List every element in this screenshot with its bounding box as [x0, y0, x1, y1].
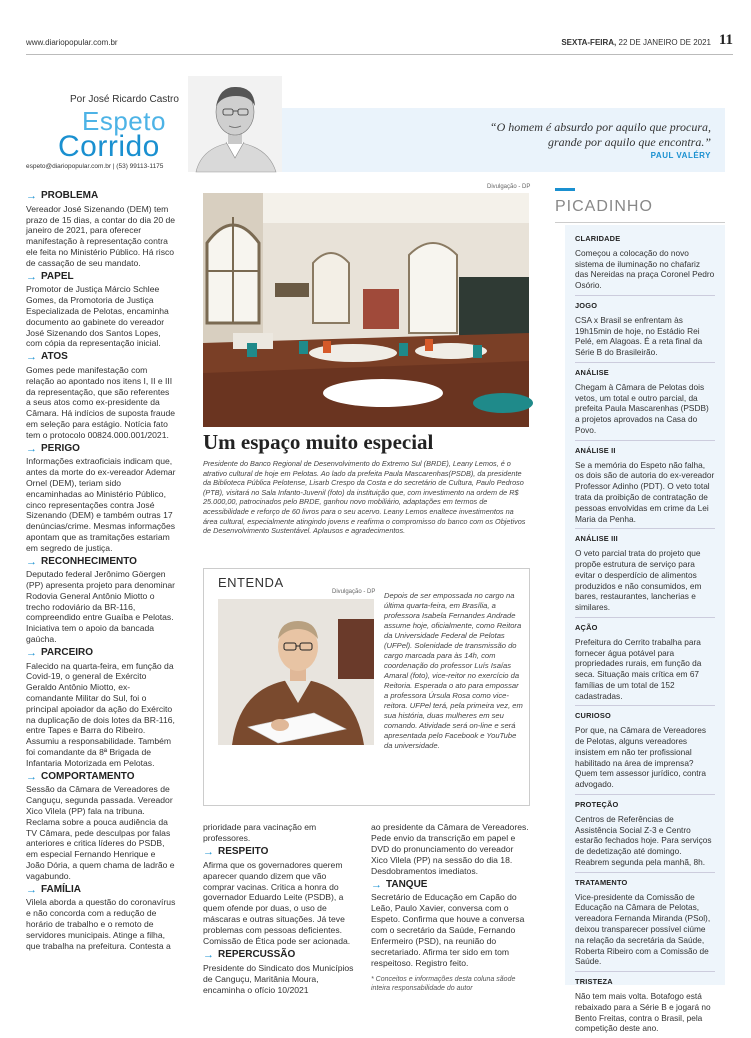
section-text: Vilela aborda a questão do coronavírus e não concorda com a redução de horário de trabalho e o remoto de servidores municipais. Atinge a filha, que trabalha na prefeitura. Contesta a [26, 897, 176, 951]
feature-lede: Presidente do Banco Regional de Desenvolvimento do Extremo Sul (BRDE), Leany Lemos, é o atrativo cultural de hoje em Pelotas. Ao lado da prefeita Paula Mascarenhas(PSDB), da presidente da Biblioteca Pública Pelotense, Lisarb Crespo da Costa e do secretário de Cultura, Paulo Pedroso (PTB), visitará no Sala Infanto-Juvenil (foto) da instituição que, com investimento na ordem de R$ 25.000,00, patrocinados pelo BRDE, ganhou novo mobiliário, adaptações em termos de acessibilidade e reforço de 60 livros para o seu acervo. Leany Lemos enaltece investimentos na área cultural, especialmente atingindo jovens e reafirma o compromisso do banco com os Objetivos de Desenvolvimento Sustentável. Aplausos e agradecimentos. [203, 459, 526, 536]
arrow-right-icon: → [26, 190, 37, 202]
picadinho-accent-bar [555, 188, 575, 191]
section-heading: → COMPORTAMENTO [26, 770, 135, 783]
section-text: Presidente do Sindicato dos Municípios de Canguçu, Maritânia Moura, encaminha o ofício 10/2021 [203, 962, 354, 995]
arrow-right-icon: → [26, 883, 37, 896]
photo-credit: Divulgação - DP [332, 589, 376, 595]
arrow-right-icon: → [203, 948, 214, 961]
section-heading: → PARCEIRO [26, 646, 94, 659]
item-text: CSA x Brasil se enfrentam às 19h15min de hoje, no Estádio Rei Pelé, em Alagoas. É a reta final da Série B do Brasileirão. [575, 314, 703, 358]
list-item [575, 362, 715, 436]
date: 22 DE JANEIRO DE 2021 [618, 38, 711, 47]
item-title: JOGO [575, 300, 598, 310]
column-name-top: Espeto [82, 106, 166, 136]
section-text: Promotor de Justiça Márcio Schlee Gomes, da Promotoria de Justiça Especializada de Pelotas, encaminha documento ao gabinete do vereador José Sizenando dos Santos Lopes, com cópia da representação inicial. [26, 284, 169, 349]
list-item [575, 872, 715, 967]
entenda-text: Depois de ser empossada no cargo na última quarta-feira, em Brasília, a professora Isabela Fernandes Andrade assume hoje, oficialmente, como Reitora da Universidade Federal de Pelotas (UFPel). Solenidade de transmissão do cargo marcada para às 14h, com coordenação do professor Luís Isaías Amaral (foto), vice-reitor no exercício da Reitoria. Esperada o ato para empossar a professora Úrsula Rosa como vice-reitora. UFPel terá, pela primeira vez, em sua história, duas mulheres em seu comando. Atividade será on-line e será apresentada pelo Facebook e YouTube da universidade. [384, 591, 523, 750]
section-heading: → TANQUE [371, 878, 428, 891]
quote-author: PAUL VALÉRY [650, 151, 711, 160]
item-text: Prefeitura do Cerrito trabalha para fornecer água potável para propriedades rurais, em função da seca. Situação mais crítica em 67 famílias de um total de 152 cadastradas. [575, 636, 702, 701]
arrow-right-icon: → [26, 270, 37, 283]
list-item [575, 971, 715, 1034]
section-heading: → FAMÍLIA [26, 883, 81, 896]
weekday: SEXTA-FEIRA, [561, 38, 617, 47]
section-text: Gomes pede manifestação com relação ao apontado nos itens I, II e III da representação, que são referentes a seus atos como ex-presidente da Câmara. Há indícios de suposta fraude em seleção para estágio. Notícia fato tem o protocolo 00824.000.001/2021. [26, 364, 176, 440]
item-text: Começou a colocação do novo sistema de iluminação no chafariz das Nereidas na praça Coronel Pedro Osório. [575, 247, 715, 291]
list-item [575, 440, 715, 525]
section-heading: → PROBLEMA [26, 190, 99, 202]
section-text: Deputado federal Jerônimo Göergen (PP) apresenta projeto para denominar Rodovia General Antônio Miotto o trecho rodoviário da BR-116, compreendido entre Guaíba e Pelotas. Iniciativa tem o apoio da bancada gaúcha. [26, 569, 176, 645]
footnote: * Conceitos e informações desta coluna sãode inteira responsabilidade do autor [371, 975, 516, 992]
header-rule [26, 54, 733, 55]
section-heading: → RECONHECIMENTO [26, 555, 137, 568]
item-text: Vice-presidente da Comissão de Educação na Câmara de Pelotas, vereadora Fernanda Miranda (PSol), deixou transparecer possível ciúme na relação da secretária da Saúde, Roberta Ribeiro com a Comissão de Saúde. [575, 891, 711, 967]
item-text: Centros de Referências de Assistência Social Z-3 e Centro estarão fechados hoje. Para serviços de dedetização até domingo. Reabrem segunda pela manhã, 8h. [575, 813, 712, 868]
picadinho-list [575, 234, 715, 1038]
list-item [575, 528, 715, 613]
dateline [561, 38, 711, 47]
vice-rector-photo [218, 599, 374, 745]
section-heading: → PERIGO [26, 442, 80, 455]
arrow-right-icon: → [371, 878, 382, 891]
item-title: PROTEÇÃO [575, 800, 619, 810]
left-column [26, 191, 176, 953]
item-title: ANÁLISE [575, 367, 609, 377]
item-title: ANÁLISE III [575, 534, 618, 544]
item-text: O veto parcial trata do projeto que propõe estrutura de serviço para evitar o desperdício de alimentos produzidos e não consumidos, em bares, restaurantes, lancherias e similares. [575, 548, 702, 613]
picadinho-title: PICADINHO [555, 198, 653, 215]
quote-line-2: grande por aquilo que encontra.” [548, 135, 711, 149]
item-text: Por que, na Câmara de Vereadores de Pelotas, alguns vereadores insistem em não ter profissional habilitado na área de imprensa? Quem tem assessor jurídico, contra advogado. [575, 725, 706, 790]
entenda-title: ENTENDA [218, 575, 284, 590]
item-text: Chegam à Câmara de Pelotas dois vetos, um total e outro parcial, da prefeita Paula Mascarenhas (PSDB) a projetos aprovados na Casa do Povo. [575, 381, 709, 435]
quote-line-1: “O homem é absurdo por aquilo que procura, [489, 120, 711, 134]
item-text: Se a memória do Espeto não falha, os dois são de autoria do ex-vereador Professor Adinho (PDT). O veto total trata da proibição de contratação de pessoas envolvidas em crime da Lei Maria da Penha. [575, 459, 715, 524]
column-quote [490, 120, 711, 150]
item-title: AÇÃO [575, 622, 598, 632]
section-text: ao presidente da Câmara de Vereadores. Pede envio da transcrição em papel e DVD do pronunciamento do vereador Xico Vilela (PP) na sessão do dia 18. Desdobramentos imediatos. [371, 822, 529, 876]
item-title: CLARIDADE [575, 234, 621, 243]
byline: Por José Ricardo Castro [70, 94, 179, 105]
section-heading: → RESPEITO [203, 845, 269, 858]
section-text: Vereador José Sizenando (DEM) tem prazo de 15 dias, a contar do dia 20 de janeiro de 2021, para oferecer manifestação à representação contra ele feita no Ministério Público. Há risco de cassação de seu mandato. [26, 203, 176, 268]
contact-info: espeto@diariopopular.com.br | (53) 99113-1175 [26, 163, 164, 170]
list-item [575, 794, 715, 868]
arrow-right-icon: → [26, 351, 37, 364]
middle-column-left [203, 822, 359, 998]
list-item [575, 705, 715, 790]
site-url[interactable]: www.diariopopular.com.br [26, 38, 118, 47]
entenda-box [203, 568, 530, 806]
item-title: ANÁLISE II [575, 445, 616, 455]
arrow-right-icon: → [26, 646, 37, 659]
feature-headline: Um espaço muito especial [203, 430, 434, 454]
list-item [575, 295, 715, 358]
arrow-right-icon: → [26, 770, 37, 783]
section-heading: → ATOS [26, 351, 68, 364]
item-title: TRATAMENTO [575, 877, 628, 887]
picadinho-rule [555, 222, 725, 223]
section-text: Falecido na quarta-feira, em função da Covid-19, o general de Exército Geraldo Antônio Miotto, ex-comandante Militar do Sul, foi o principal apoiador da ação do Exército na duplicação de dois lotes da BR-116, entre Tapes e Barra do Ribeiro. Assumiu a responsabilidade. Também foi comandante da 8ª Brigada de Infantaria Motorizada em Pelotas. [26, 660, 175, 768]
section-text: prioridade para vacinação em professores. [203, 822, 317, 843]
page-number: 11 [718, 32, 733, 48]
section-text: Afirma que os governadores querem aparecer quando dizem que vão comprar vacinas. Critica a honra do governador Eduardo Leite (PSDB), a quem ofende por duas, o uso de máscaras e outras situações. Já teve problemas com pessoas deficientes. Comissão de Ética pode ser acionada. [203, 859, 351, 947]
photo-credit: Divulgação - DP [487, 184, 531, 190]
arrow-right-icon: → [26, 442, 37, 455]
column-name-bottom: Corrido [58, 130, 160, 163]
section-text: Informações extraoficiais indicam que, antes da morte do ex-vereador Ademar Ornel (DEM), teriam sido encaminhadas ao Ministério Público, cinco representações contra José Sizenando (DEM) e também outras 17 denúncias/crime. Mesmas informações apontam que as tramitações estariam em segredo de justiça. [26, 456, 176, 553]
section-text: Secretário de Educação em Capão do Leão, Paulo Xavier, conversa com o Espeto. Confirma que houve a conversa com o secretário da Saúde, Fernando Enfermeiro (PSD), na reunião do secretariado. Afirma ter sido em tom respeitoso. Registro feito. [371, 892, 525, 968]
item-text: Não tem mais volta. Botafogo está rebaixado para a Série B e jogará no Bento Freitas, contra o Brasil, pela competição deste ano. [575, 991, 711, 1034]
item-title: TRISTEZA [575, 977, 613, 987]
middle-column-right [371, 822, 529, 993]
library-room-photo [203, 193, 529, 427]
columnist-portrait [188, 76, 282, 172]
arrow-right-icon: → [26, 555, 37, 568]
section-heading: → PAPEL [26, 270, 74, 283]
section-text: Sessão da Câmara de Vereadores de Canguçu, segunda passada. Vereador Xico Vilela (PP) fala na tribuna. Reclama sobre a pouca audiência da TV Câmara, pede desculpas por falas anteriores e critica líderes do PSDB, em especial Fernando Henrique e João Dória, a quem chama de ladrão e vagabundo. [26, 784, 175, 881]
item-title: CURIOSO [575, 711, 611, 721]
arrow-right-icon: → [203, 845, 214, 858]
list-item [575, 234, 715, 291]
section-heading: → REPERCUSSÃO [203, 948, 296, 961]
page-header [26, 34, 733, 52]
list-item [575, 617, 715, 702]
